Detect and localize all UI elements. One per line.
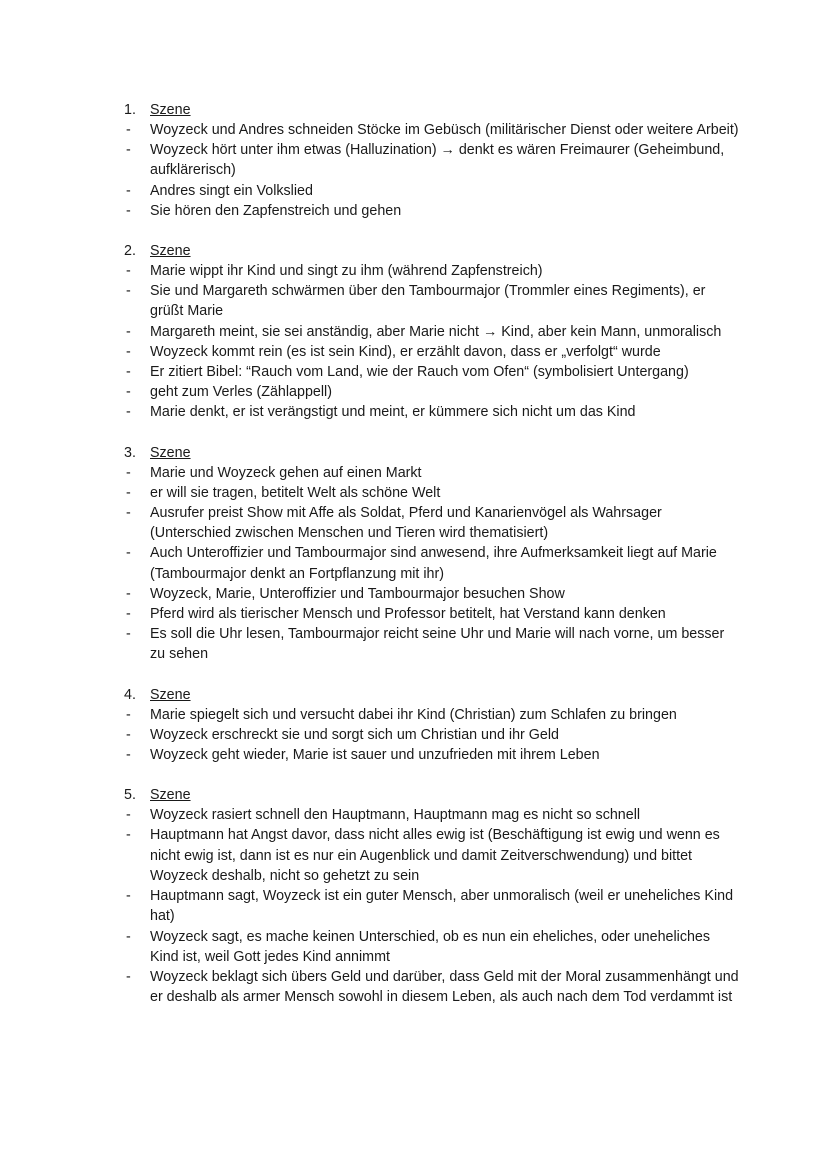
list-item: [0, 402, 828, 422]
scene-heading: [0, 100, 828, 120]
dash-bullet: -: [126, 585, 131, 602]
list-item-text: Woyzeck rasiert schnell den Hauptmann, Hauptmann mag es nicht so schnell: [150, 807, 641, 824]
dash-bullet: -: [126, 747, 131, 764]
list-item: [0, 725, 828, 745]
list-item-text: Es soll die Uhr lesen, Tambourmajor reicht seine Uhr und Marie will nach vorne, um besser zu sehen: [150, 626, 725, 663]
scene-list: [0, 100, 828, 1027]
dash-bullet: -: [126, 182, 131, 199]
list-item: [0, 927, 828, 967]
list-item-text: Woyzeck geht wieder, Marie ist sauer und unzufrieden mit ihrem Leben: [150, 747, 600, 764]
list-item: [0, 342, 828, 362]
list-item: [0, 604, 828, 624]
list-item: [0, 886, 828, 926]
dash-bullet: -: [126, 626, 131, 643]
dash-bullet: -: [126, 928, 131, 945]
list-item: [0, 463, 828, 483]
scene-title: Szene: [150, 102, 191, 118]
scene-section: [0, 443, 828, 665]
dash-bullet: -: [126, 283, 131, 300]
list-item-text: Woyzeck erschreckt sie und sorgt sich um Christian und ihr Geld: [150, 726, 559, 743]
scene-heading: [0, 241, 828, 261]
scene-section: [0, 100, 828, 221]
dash-bullet: -: [126, 122, 131, 138]
dash-bullet: -: [126, 505, 131, 522]
list-item: [0, 201, 828, 221]
list-item: [0, 967, 828, 1007]
dash-bullet: -: [126, 142, 131, 159]
dash-bullet: -: [126, 807, 131, 824]
list-item-text: Sie und Margareth schwärmen über den Tambourmajor (Trommler eines Regiments), er grüßt Marie: [150, 283, 706, 320]
dash-bullet: -: [126, 364, 131, 381]
list-item-text: Auch Unteroffizier und Tambourmajor sind anwesend, ihre Aufmerksamkeit liegt auf Marie (Tambourmajor denkt an Fortpflanzung mit ihr): [150, 545, 717, 582]
list-item: [0, 805, 828, 825]
dash-bullet: -: [126, 484, 131, 501]
list-item-text: Woyzeck kommt rein (es ist sein Kind), er erzählt davon, dass er „verfolgt“ wurde: [150, 343, 661, 360]
list-item: [0, 140, 828, 180]
list-item-text: geht zum Verles (Zählappell): [150, 384, 332, 401]
list-item-text: Marie denkt, er ist verängstigt und meint, er kümmere sich nicht um das Kind: [150, 404, 636, 421]
list-item: [0, 624, 828, 664]
scene-section: [0, 685, 828, 766]
dash-bullet: -: [126, 404, 131, 421]
dash-bullet: -: [126, 384, 131, 401]
scene-heading: [0, 443, 828, 463]
list-item-text: Marie spiegelt sich und versucht dabei ihr Kind (Christian) zum Schlafen zu bringen: [150, 706, 677, 723]
list-item-text: Pferd wird als tierischer Mensch und Professor betitelt, hat Verstand kann denken: [150, 606, 666, 623]
list-item: [0, 281, 828, 321]
list-item-text: Hauptmann hat Angst davor, dass nicht alles ewig ist (Beschäftigung ist ewig und wenn es nicht ewig ist, dann ist es nur ein Augenblick und damit Zeitverschwendung) und bittet Woyzeck deshalb, nicht so gehetzt zu sein: [150, 827, 720, 884]
list-item-text: Er zitiert Bibel: “Rauch vom Land, wie der Rauch vom Ofen“ (symbolisiert Untergang): [150, 364, 689, 381]
list-item-text: Margareth meint, sie sei anständig, aber Marie nicht → Kind, aber kein Mann, unmoralisch: [150, 323, 722, 340]
dash-bullet: -: [126, 888, 131, 905]
dash-bullet: -: [126, 606, 131, 623]
list-item: [0, 261, 828, 281]
list-item-text: Marie und Woyzeck gehen auf einen Markt: [150, 464, 422, 481]
dash-bullet: -: [126, 323, 131, 340]
list-item-text: Woyzeck hört unter ihm etwas (Halluzination) → denkt es wären Freimaurer (Geheimbund, aufklärerisch): [150, 142, 725, 179]
list-item-text: Woyzeck und Andres schneiden Stöcke im Gebüsch (militärischer Dienst oder weitere Arbeit): [150, 122, 739, 138]
dash-bullet: -: [126, 827, 131, 844]
list-item: [0, 584, 828, 604]
list-item-text: er will sie tragen, betitelt Welt als schöne Welt: [150, 484, 441, 501]
dash-bullet: -: [126, 263, 131, 280]
list-item: [0, 362, 828, 382]
scene-section: [0, 241, 828, 423]
list-item-text: Woyzeck, Marie, Unteroffizier und Tambourmajor besuchen Show: [150, 585, 565, 602]
scene-title: Szene: [150, 243, 191, 260]
scene-number: 4.: [124, 686, 136, 703]
dash-bullet: -: [126, 706, 131, 723]
list-item-text: Woyzeck sagt, es mache keinen Unterschied, ob es nun ein eheliches, oder uneheliches Kind ist, weil Gott jedes Kind annimmt: [150, 928, 711, 965]
scene-heading: [0, 785, 828, 805]
list-item-text: Hauptmann sagt, Woyzeck ist ein guter Mensch, aber unmoralisch (weil er uneheliches Kind hat): [150, 888, 734, 925]
scene-number: 5.: [124, 787, 136, 804]
dash-bullet: -: [126, 726, 131, 743]
scene-number: 2.: [124, 243, 136, 260]
list-item-text: Sie hören den Zapfenstreich und gehen: [150, 202, 402, 219]
list-item: [0, 825, 828, 886]
scene-number: 3.: [124, 444, 136, 461]
list-item: [0, 705, 828, 725]
list-item-text: Woyzeck beklagt sich übers Geld und darüber, dass Geld mit der Moral zusammenhängt und er deshalb als armer Mensch sowohl in diesem Leben, als auch nach dem Tod verdammt ist: [150, 968, 739, 1006]
list-item: [0, 181, 828, 201]
list-item: [0, 543, 828, 583]
list-item: [0, 120, 828, 140]
scene-number: 1.: [124, 102, 136, 118]
list-item-text: Ausrufer preist Show mit Affe als Soldat, Pferd und Kanarienvögel als Wahrsager (Unterschied zwischen Menschen und Tieren wird thematisiert): [150, 505, 662, 542]
list-item: [0, 382, 828, 402]
dash-bullet: -: [126, 545, 131, 562]
dash-bullet: -: [126, 464, 131, 481]
list-item-text: Marie wippt ihr Kind und singt zu ihm (während Zapfenstreich): [150, 263, 543, 280]
scene-title: Szene: [150, 686, 191, 703]
scene-section: [0, 785, 828, 1007]
list-item: [0, 503, 828, 543]
list-item: [0, 745, 828, 765]
scene-title: Szene: [150, 787, 191, 804]
scene-heading: [0, 685, 828, 705]
dash-bullet: -: [126, 968, 131, 985]
list-item: [0, 483, 828, 503]
list-item-text: Andres singt ein Volkslied: [150, 182, 313, 199]
dash-bullet: -: [126, 343, 131, 360]
dash-bullet: -: [126, 202, 131, 219]
list-item: [0, 322, 828, 342]
scene-title: Szene: [150, 444, 191, 461]
